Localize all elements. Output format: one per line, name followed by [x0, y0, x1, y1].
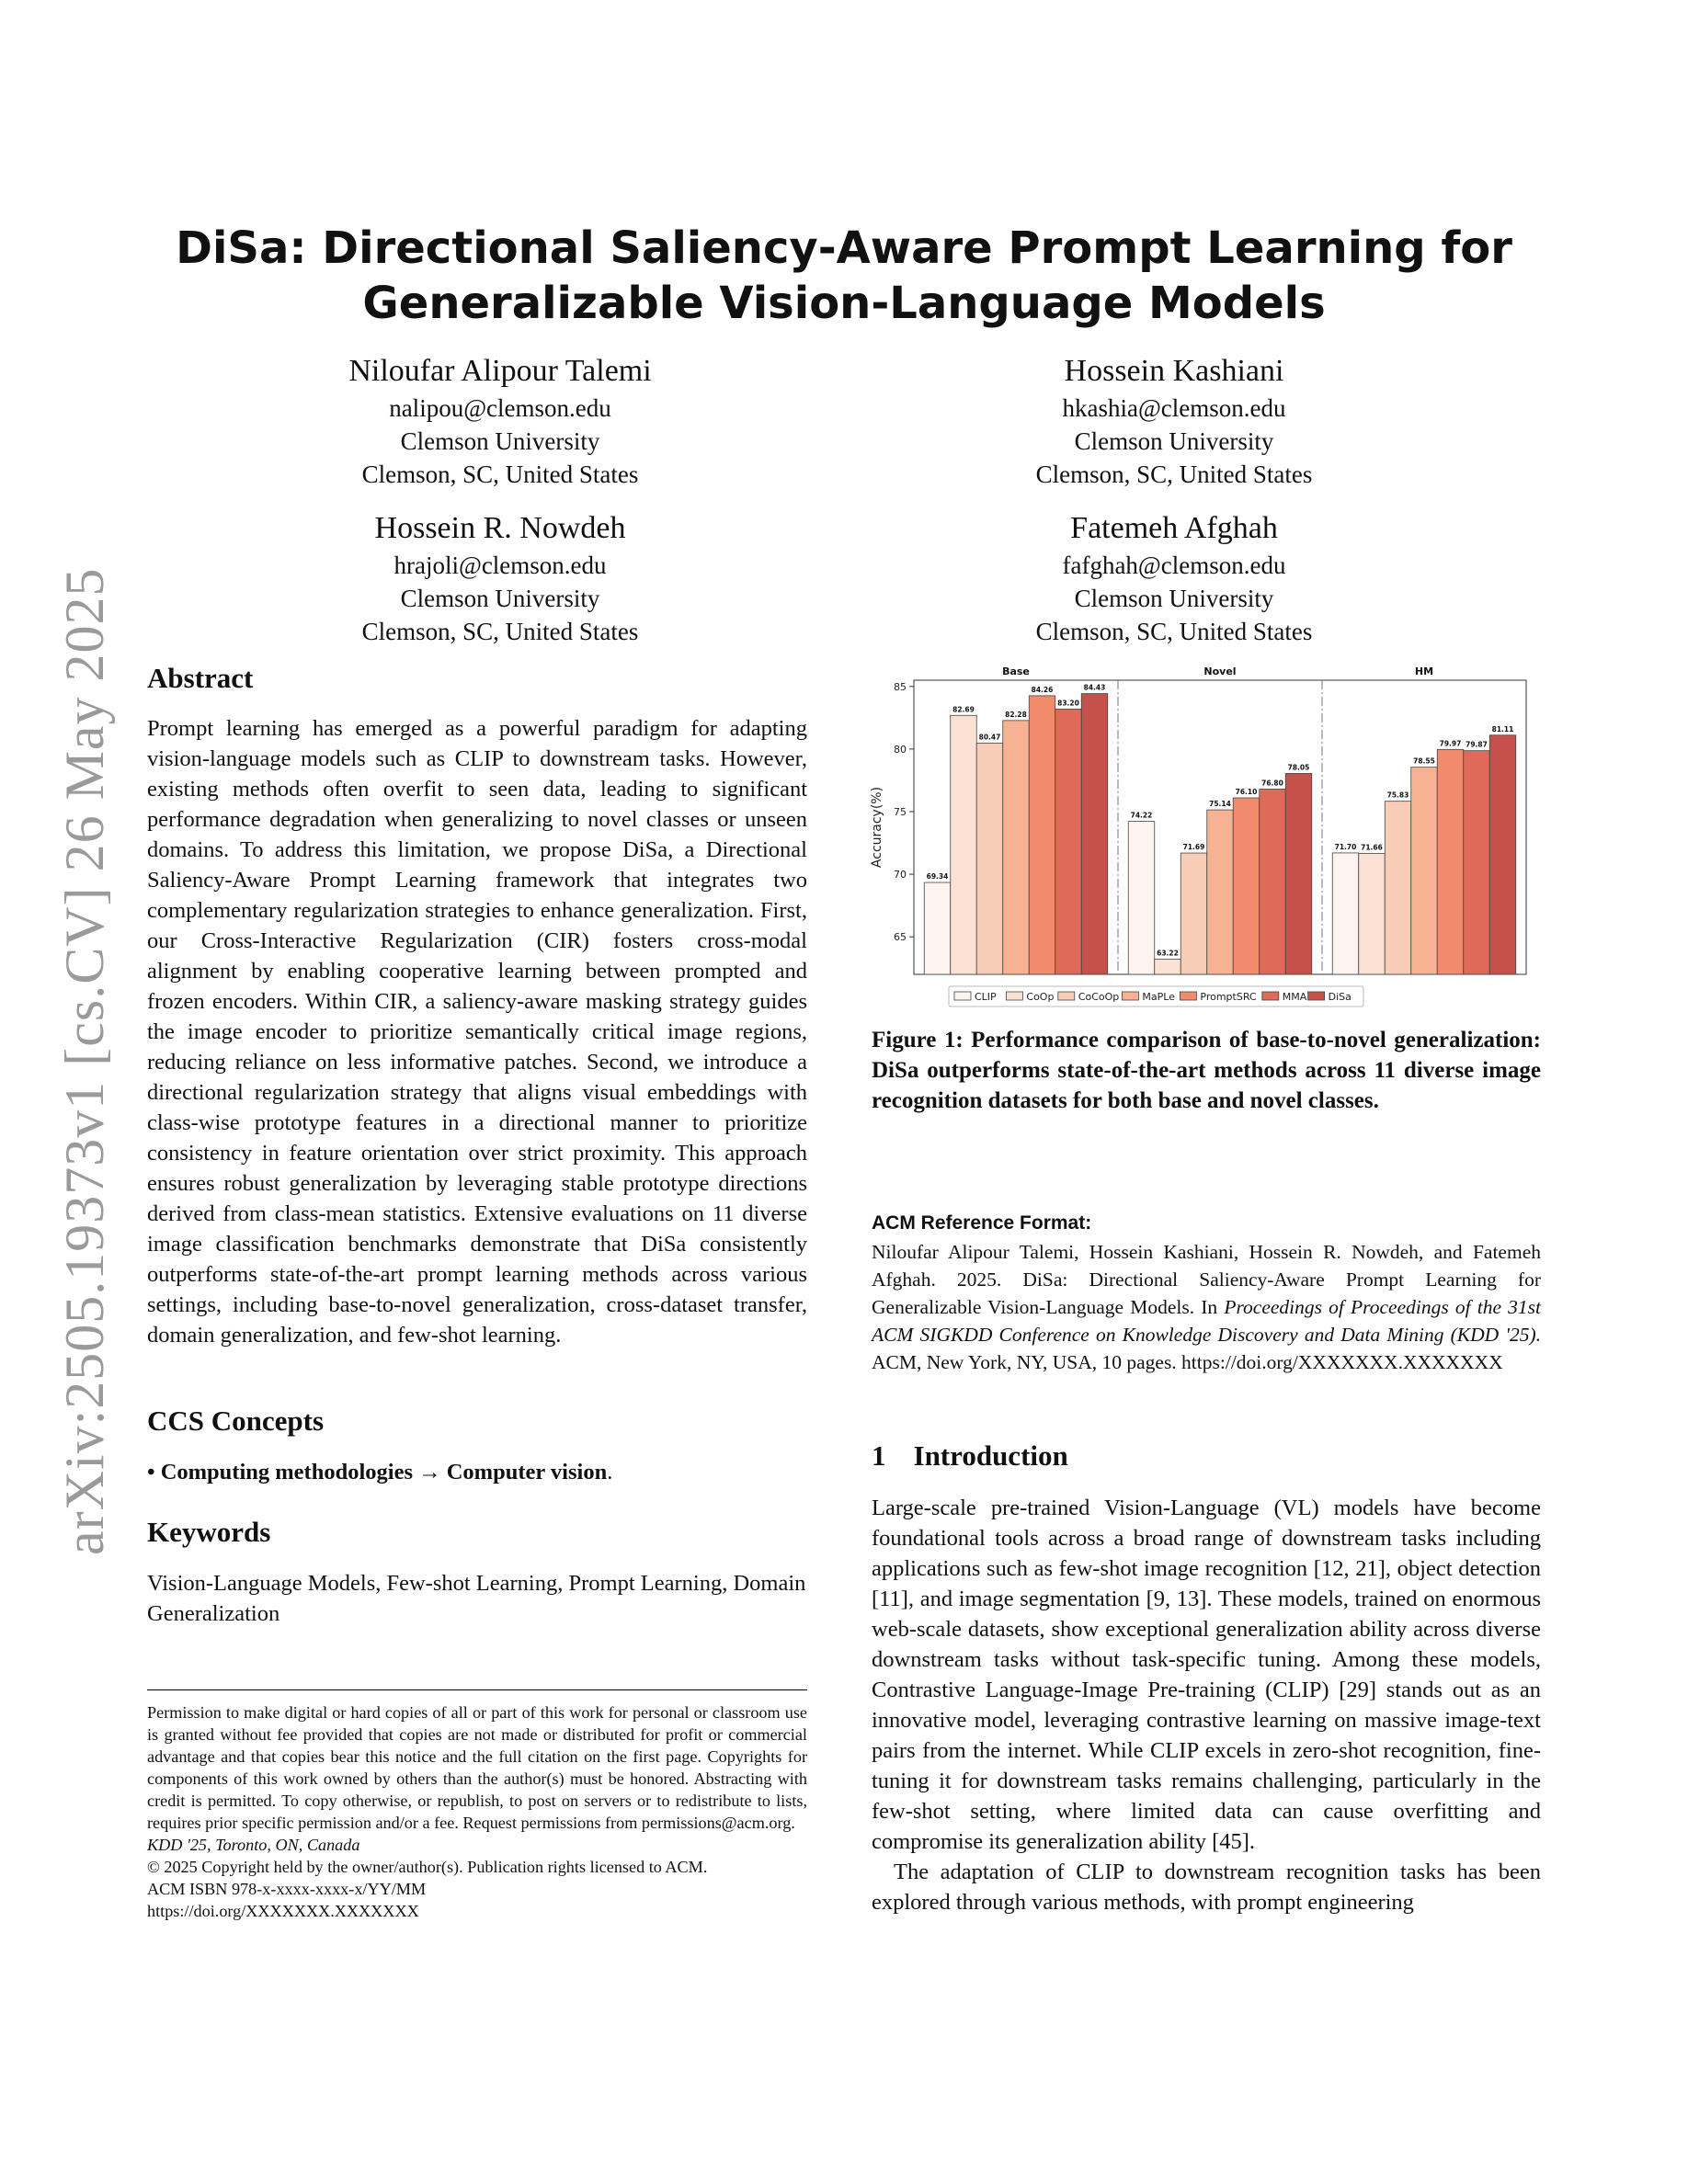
bar-value-label: 71.70 [1334, 842, 1357, 851]
bar [1260, 789, 1286, 974]
figure-caption: Figure 1: Performance comparison of base-to-novel generalization: DiSa outperforms state-of-the-art methods across 11 diverse image recognition datasets for both base and novel classes. [872, 1028, 1541, 1113]
author-location: Clemson, SC, United States [1035, 461, 1313, 488]
author-name: Hossein R. Nowdeh [374, 511, 626, 545]
abstract-heading: Abstract [147, 662, 254, 694]
author-name: Hossein Kashiani [1064, 354, 1284, 388]
legend-swatch [1308, 992, 1325, 1000]
bar-value-label: 79.97 [1439, 739, 1462, 748]
ccs-period: . [607, 1460, 613, 1484]
acm-reference-authors: Niloufar Alipour Talemi, Hossein Kashiani, Hossein R. Nowdeh, and Fatemeh Afghah. 2025. DiSa: Directional Saliency-Aware Prompt Learning for Generalizable Vision-Language Models. In [872, 1241, 1541, 1318]
bar-value-label: 82.28 [1005, 710, 1027, 719]
bar-value-label: 71.66 [1361, 843, 1383, 852]
bar [924, 882, 951, 974]
doi-link[interactable]: https://doi.org/XXXXXXX.XXXXXXX [147, 1902, 419, 1920]
bar-value-label: 81.11 [1491, 724, 1514, 734]
bar [1207, 810, 1234, 974]
legend-swatch [1122, 992, 1138, 1000]
legend-swatch [1058, 992, 1075, 1000]
bar-value-label: 80.47 [978, 733, 1001, 742]
legend-swatch [1006, 992, 1022, 1000]
permission-text: Permission to make digital or hard copies of all or part of this work for personal or classroom use is granted without fee provided that copies are not made or distributed for profit or commercial advantage and that copies bear this notice and the full citation on the first page. Copyrights for components of this work owned by others than the author(s) must be honored. Abstracting with credit is permitted. To copy otherwise, or republish, to post on servers or to redistribute to lists, requires prior specific permission and/or a fee. Request permissions from permissions@acm.org. [147, 1703, 807, 1832]
bar [1489, 735, 1516, 974]
ccs-concept-text: Computing methodologies → Computer vision [160, 1460, 608, 1484]
legend-label: MaPLe [1142, 991, 1175, 1003]
author-block-3 [261, 508, 739, 648]
figure-1 [864, 662, 1545, 1020]
bar-value-label: 71.69 [1182, 843, 1205, 852]
ccs-concepts-item [147, 1457, 807, 1487]
bar [1155, 959, 1181, 974]
keywords-text: Vision-Language Models, Few-shot Learning, Prompt Learning, Domain Generalization [147, 1571, 806, 1626]
bar [1464, 751, 1490, 974]
y-tick-label: 80 [894, 743, 907, 756]
author-affiliation: Clemson University [400, 585, 600, 612]
author-location: Clemson, SC, United States [361, 461, 639, 488]
ccs-concepts-heading: CCS Concepts [147, 1405, 325, 1437]
bar [1233, 798, 1260, 974]
author-email[interactable]: hkashia@clemson.edu [1062, 394, 1286, 422]
author-affiliation: Clemson University [1074, 585, 1274, 612]
section-title: Introduction [913, 1439, 1068, 1472]
legend-swatch [954, 992, 971, 1000]
bar [1285, 773, 1312, 974]
bar [1411, 768, 1438, 974]
introduction-text [872, 1493, 1541, 1917]
paper-title-line-2: Generalizable Vision-Language Models [362, 278, 1326, 329]
arxiv-sidebar-id: arXiv:2505.19373v1 [cs.CV] 26 May 2025 [54, 567, 115, 1555]
author-affiliation: Clemson University [1074, 427, 1274, 455]
isbn-text: ACM ISBN 978-x-xxxx-xxxx-x/YY/MM [147, 1880, 427, 1898]
copyright-text: © 2025 Copyright held by the owner/author(s). Publication rights licensed to ACM. [147, 1858, 708, 1876]
bar-value-label: 75.14 [1209, 800, 1231, 809]
y-tick-label: 85 [894, 680, 907, 693]
author-block-1 [261, 351, 739, 491]
legend-label: PromptSRC [1200, 991, 1257, 1003]
bar [1332, 853, 1359, 974]
venue-text: KDD '25, Toronto, ON, Canada [147, 1836, 360, 1854]
author-block-2 [935, 351, 1413, 491]
ccs-bullet: • [147, 1460, 155, 1484]
footnote-rule [147, 1689, 807, 1690]
bar [976, 743, 1003, 974]
group-title: Novel [1203, 665, 1237, 677]
bar [1437, 749, 1464, 974]
acm-reference-tail: ACM, New York, NY, USA, 10 pages. https://doi.org/XXXXXXX.XXXXXXX [872, 1351, 1503, 1373]
author-location: Clemson, SC, United States [361, 618, 639, 645]
group-title: HM [1414, 665, 1434, 677]
abstract-text: Prompt learning has emerged as a powerful paradigm for adapting vision-language models such as CLIP to downstream tasks. However, existing methods often overfit to seen data, leading to significant performance degradation when generalizing to novel classes or unseen domains. To address this limitation, we propose DiSa, a Directional Saliency-Aware Prompt Learning framework that integrates two complementary regularization strategies to enhance generalization. First, our Cross-Interactive Regularization (CIR) fosters cross-modal alignment by enabling cooperative learning between prompted and frozen encoders. Within CIR, a saliency-aware masking strategy guides the image encoder to prioritize semantically critical image regions, reducing reliance on less informative patches. Second, we introduce a directional regularization strategy that aligns visual embeddings with class-wise prototype features in a directional manner to prioritize consistency in feature orientation over strict proximity. This approach ensures robust generalization by leveraging stable prototype directions derived from class-mean statistics. Extensive evaluations on 11 diverse image classification benchmarks demonstrate that DiSa consistently outperforms state-of-the-art prompt learning methods across various settings, including base-to-novel generalization, cross-dataset transfer, domain generalization, and few-shot learning. [147, 716, 807, 1348]
bar-value-label: 82.69 [952, 705, 975, 714]
bar [1180, 853, 1207, 974]
bar [1359, 853, 1386, 974]
bar-value-label: 84.43 [1083, 683, 1106, 692]
legend-label: CoCoOp [1078, 991, 1120, 1003]
author-name: Niloufar Alipour Talemi [348, 354, 652, 388]
bar-value-label: 69.34 [926, 872, 949, 882]
y-tick-label: 75 [894, 805, 907, 818]
author-location: Clemson, SC, United States [1035, 618, 1313, 645]
legend-label: MMA [1282, 991, 1307, 1003]
bar-value-label: 75.83 [1386, 791, 1409, 800]
author-email[interactable]: nalipou@clemson.edu [389, 394, 611, 422]
bar [1029, 696, 1055, 974]
author-name: Fatemeh Afghah [1070, 511, 1278, 545]
legend-swatch [1180, 992, 1196, 1000]
bar [951, 715, 977, 974]
legend-label: DiSa [1328, 991, 1352, 1003]
y-tick-label: 65 [894, 931, 907, 944]
introduction-heading [872, 1439, 1068, 1473]
bar-value-label: 76.80 [1261, 779, 1283, 788]
group-title: Base [1002, 665, 1030, 677]
bar-value-label: 78.55 [1413, 756, 1435, 766]
bar-value-label: 78.05 [1287, 763, 1310, 772]
acm-reference-venue: Proceedings of Proceedings of the 31st ACM SIGKDD Conference on Knowledge Discovery and Data Mining (KDD '25). [872, 1296, 1541, 1346]
introduction-paragraph-1: Large-scale pre-trained Vision-Language (VL) models have become foundational tools across a broad range of downstream tasks including applications such as few-shot image recognition [12, 21], object detection [11], and image segmentation [9, 13]. These models, trained on enormous web-scale datasets, show exceptional generalization ability across diverse downstream tasks without task-specific tuning. Among these models, Contrastive Language-Image Pre-training (CLIP) [29] stands out as an innovative model, leveraging contrastive learning on massive image-text pairs from the internet. While CLIP excels in zero-shot recognition, fine-tuning it for downstream tasks remains challenging, particularly in the few-shot setting, where limited data can cause overfitting and compromise its generalization ability [45]. [872, 1496, 1541, 1854]
acm-reference-heading: ACM Reference Format: [872, 1212, 1092, 1234]
paper-title [147, 221, 1541, 331]
y-tick-label: 70 [894, 869, 907, 882]
y-axis-label: Accuracy(%) [870, 786, 884, 869]
legend-label: CLIP [975, 991, 997, 1003]
bar-value-label: 76.10 [1235, 788, 1258, 796]
bar [1003, 721, 1030, 974]
bar [1081, 694, 1108, 974]
section-number: 1 [872, 1439, 886, 1472]
bar-value-label: 84.26 [1031, 685, 1054, 694]
paper-title-line-1: DiSa: Directional Saliency-Aware Prompt Learning for [176, 222, 1512, 274]
author-email[interactable]: hrajoli@clemson.edu [393, 552, 607, 579]
performance-bar-chart [864, 662, 1545, 1020]
bar-value-label: 79.87 [1466, 740, 1488, 749]
acm-reference-text [872, 1238, 1541, 1376]
author-block-4 [935, 508, 1413, 648]
bar [1128, 822, 1155, 974]
author-affiliation: Clemson University [400, 427, 600, 455]
introduction-paragraph-2: The adaptation of CLIP to downstream recognition tasks has been explored through various methods, with prompt engineering [872, 1860, 1541, 1915]
legend-label: CoOp [1026, 991, 1055, 1003]
author-email[interactable]: fafghah@clemson.edu [1062, 552, 1286, 579]
bar-value-label: 63.22 [1157, 949, 1179, 958]
bar [1385, 802, 1411, 974]
keywords-heading: Keywords [147, 1516, 271, 1548]
bar-value-label: 83.20 [1057, 699, 1079, 708]
bar [1055, 709, 1082, 974]
copyright-footnote [147, 1701, 807, 1922]
bar-value-label: 74.22 [1130, 811, 1153, 820]
legend-swatch [1262, 992, 1279, 1000]
